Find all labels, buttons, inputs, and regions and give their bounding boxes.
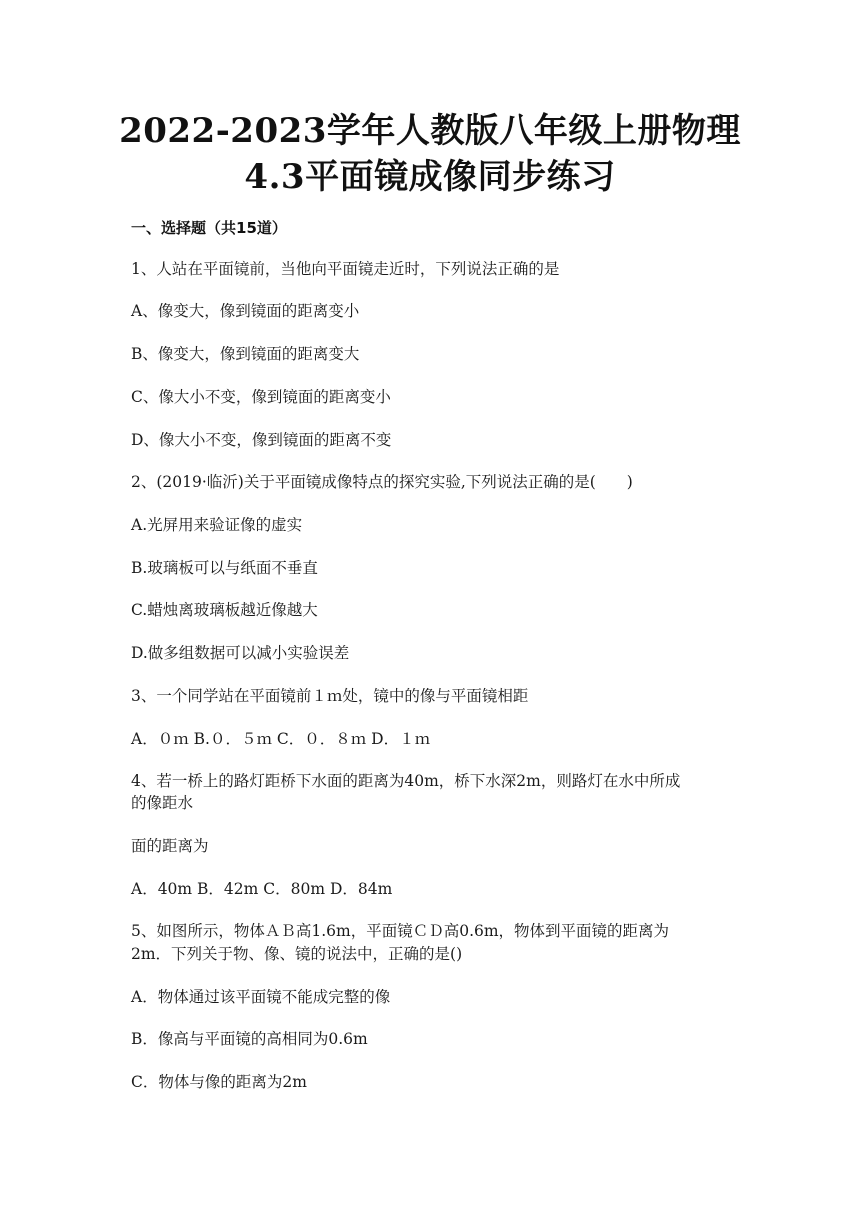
question-2-option-a: A.光屏用来验证像的虚实 — [131, 516, 303, 534]
question-4-options: A．40m B．42m C．80m D．84m — [131, 880, 393, 898]
question-1-option-d: D、像大小不变，像到镜面的距离不变 — [131, 431, 392, 449]
question-3-options: A．０ｍ B.０．５ｍ C．０．８ｍ D．１ｍ — [131, 730, 431, 748]
question-3-stem: 3、一个同学站在平面镜前１ｍ处，镜中的像与平面镜相距 — [131, 687, 529, 705]
question-4-stem-line-1: 4、若一桥上的路灯距桥下水面的距离为40m，桥下水深2m，则路灯在水中所成 — [131, 772, 681, 790]
question-2-option-c: C.蜡烛离玻璃板越近像越大 — [131, 601, 318, 619]
question-1-option-a: A、像变大，像到镜面的距离变小 — [131, 302, 360, 320]
question-5-option-a: A．物体通过该平面镜不能成完整的像 — [131, 988, 391, 1006]
question-4-stem-line-3: 面的距离为 — [131, 837, 209, 855]
page-title-line-2: 4.3平面镜成像同步练习 — [244, 157, 616, 197]
question-2-option-d: D.做多组数据可以减小实验误差 — [131, 644, 350, 662]
question-5-option-c: C．物体与像的距离为2m — [131, 1073, 307, 1091]
page-title-line-1: 2022-2023学年人教版八年级上册物理 — [119, 111, 741, 151]
question-1-option-b: B、像变大，像到镜面的距离变大 — [131, 345, 360, 363]
question-5-stem-line-1: 5、如图所示，物体ＡＢ高1.6m，平面镜ＣＤ高0.6m，物体到平面镜的距离为 — [131, 922, 670, 940]
question-4-stem-line-2: 的像距水 — [131, 794, 194, 812]
question-5-stem-line-2: 2m．下列关于物、像、镜的说法中，正确的是() — [131, 945, 463, 963]
section-heading: 一、选择题（共15道） — [131, 219, 287, 237]
question-1-stem: 1、人站在平面镜前，当他向平面镜走近时，下列说法正确的是 — [131, 260, 560, 278]
question-5-option-b: B．像高与平面镜的高相同为0.6m — [131, 1030, 368, 1048]
question-2-option-b: B.玻璃板可以与纸面不垂直 — [131, 559, 318, 577]
question-1-option-c: C、像大小不变，像到镜面的距离变小 — [131, 388, 391, 406]
question-2-stem: 2、(2019·临沂)关于平面镜成像特点的探究实验,下列说法正确的是( ) — [131, 473, 633, 491]
